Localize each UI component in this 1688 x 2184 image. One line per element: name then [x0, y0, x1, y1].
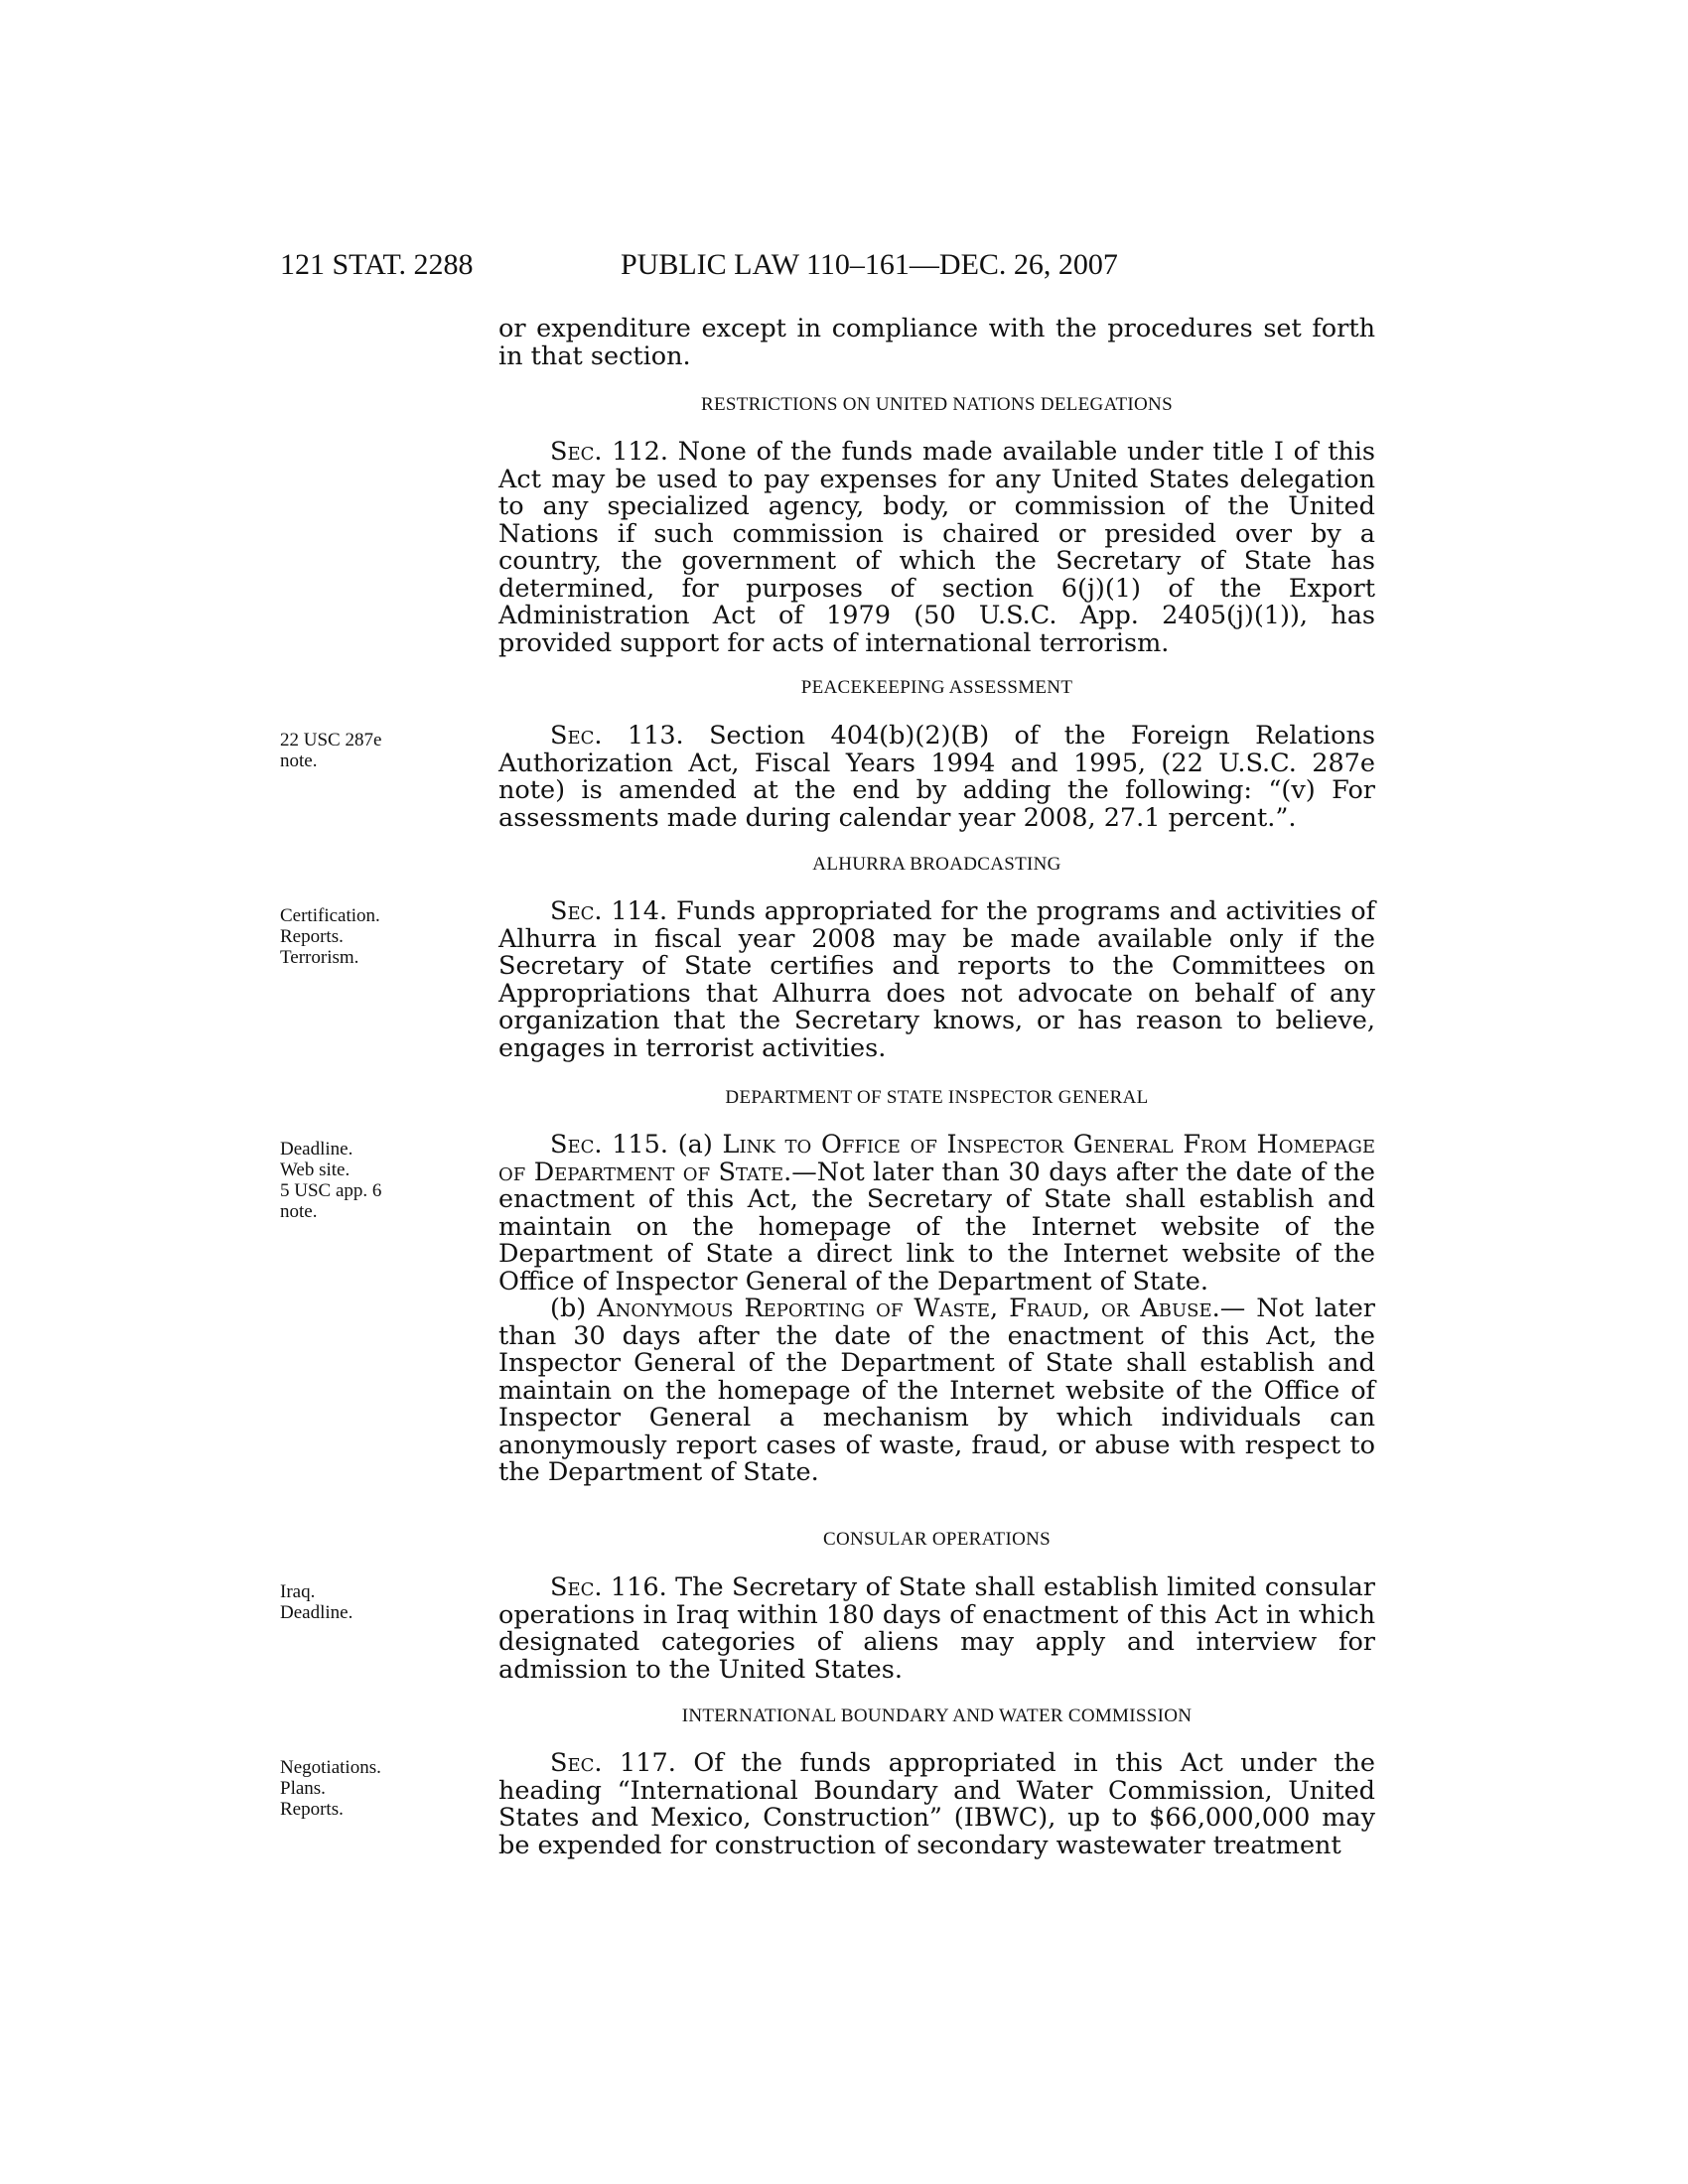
- margin-note-117: Negotiations. Plans. Reports.: [280, 1757, 381, 1820]
- subsection-text-b: — Not later than 30 days after the date of the enactment of this Act, the Inspector General of the Department of State shall establish and maintain on the homepage of the Internet website of the Office of Inspector General a mechanism by which individuals can anonymously report cases of waste, fraud, or abuse with respect to the Department of State.: [498, 1294, 1375, 1487]
- section-number: Sec. 116.: [550, 1572, 667, 1602]
- section-text: None of the funds made available under title I of this Act may be used to pay expenses for any United States delegation to any specialized agency, body, or commission of the United Nations if such commission is chaired or presided over by a country, the government of which the Secretary of State has determined, for purposes of section 6(j)(1) of the Export Administration Act of 1979 (50 U.S.C. App. 2405(j)(1)), has provided support for acts of international terrorism.: [498, 437, 1376, 658]
- subsection-label-b: (b): [550, 1294, 587, 1323]
- section-heading-117: INTERNATIONAL BOUNDARY AND WATER COMMISSION: [681, 1706, 1193, 1726]
- running-header: [280, 248, 1367, 288]
- section-text: Section 404(b)(2)(B) of the Foreign Relations Authorization Act, Fiscal Years 1994 and 1995, (22 U.S.C. 287e note) is amended at the end by adding the following: “(v) For assessments made during calendar year 2008, 27.1 percent.”.: [498, 721, 1376, 833]
- section-117: [498, 1750, 1375, 1859]
- section-heading-116: CONSULAR OPERATIONS: [823, 1529, 1051, 1550]
- section-115: [498, 1132, 1375, 1487]
- margin-note-113: 22 USC 287e note.: [280, 730, 382, 771]
- section-heading-114: ALHURRA BROADCASTING: [812, 854, 1061, 875]
- section-heading-112: RESTRICTIONS ON UNITED NATIONS DELEGATIONS: [701, 394, 1173, 415]
- section-number: Sec. 113.: [550, 721, 684, 751]
- subsection-title-b: Anonymous Reporting of Waste, Fraud, or Abuse.: [597, 1294, 1220, 1323]
- margin-note-114: Certification. Reports. Terrorism.: [280, 905, 380, 968]
- subsection-text-a: —Not later than 30 days after the date of the enactment of this Act, the Secretary of State shall establish and maintain on the homepage of the Internet website of the Department of State a direct link to the Internet website of the Office of Inspector General of the Department of State.: [498, 1157, 1375, 1297]
- section-heading-115: DEPARTMENT OF STATE INSPECTOR GENERAL: [725, 1087, 1149, 1108]
- section-text: Of the funds appropriated in this Act under the heading “International Boundary and Water Commission, United States and Mexico, Construction” (IBWC), up to $66,000,000 may be expended for construction of secondary wastewater treatment: [498, 1748, 1376, 1860]
- section-112: [498, 439, 1375, 657]
- section-116: [498, 1574, 1375, 1684]
- continuation-paragraph: or expenditure except in compliance with the procedures set forth in that section.: [498, 314, 1375, 371]
- section-text: Funds appropriated for the programs and activities of Alhurra in fiscal year 2008 may be made available only if the Secretary of State certifies and reports to the Committees on Appropriations that Alhurra does not advocate on behalf of any organization that the Secretary knows, or has reason to believe, engages in terrorist activities.: [498, 896, 1376, 1063]
- subsection-title-a: Link to Office of Inspector General From Homepage of Department of State.: [498, 1130, 1376, 1187]
- section-text: The Secretary of State shall establish limited consular operations in Iraq within 180 days of enactment of this Act in which designated categories of aliens may apply and interview for admission to the United States.: [498, 1572, 1375, 1685]
- section-number: Sec. 112.: [550, 437, 668, 467]
- section-114: [498, 898, 1375, 1062]
- section-number: Sec. 115.: [550, 1130, 668, 1160]
- margin-note-115: Deadline. Web site. 5 USC app. 6 note.: [280, 1139, 382, 1222]
- section-number: Sec. 114.: [550, 896, 668, 926]
- section-number: Sec. 117.: [550, 1748, 676, 1778]
- statute-page-number: 121 STAT. 2288: [280, 248, 474, 281]
- section-113: [498, 723, 1375, 832]
- margin-note-116: Iraq. Deadline.: [280, 1581, 353, 1623]
- section-heading-113: PEACEKEEPING ASSESSMENT: [800, 677, 1073, 698]
- public-law-title: PUBLIC LAW 110–161—DEC. 26, 2007: [621, 248, 1118, 281]
- subsection-label-a: (a): [677, 1130, 713, 1160]
